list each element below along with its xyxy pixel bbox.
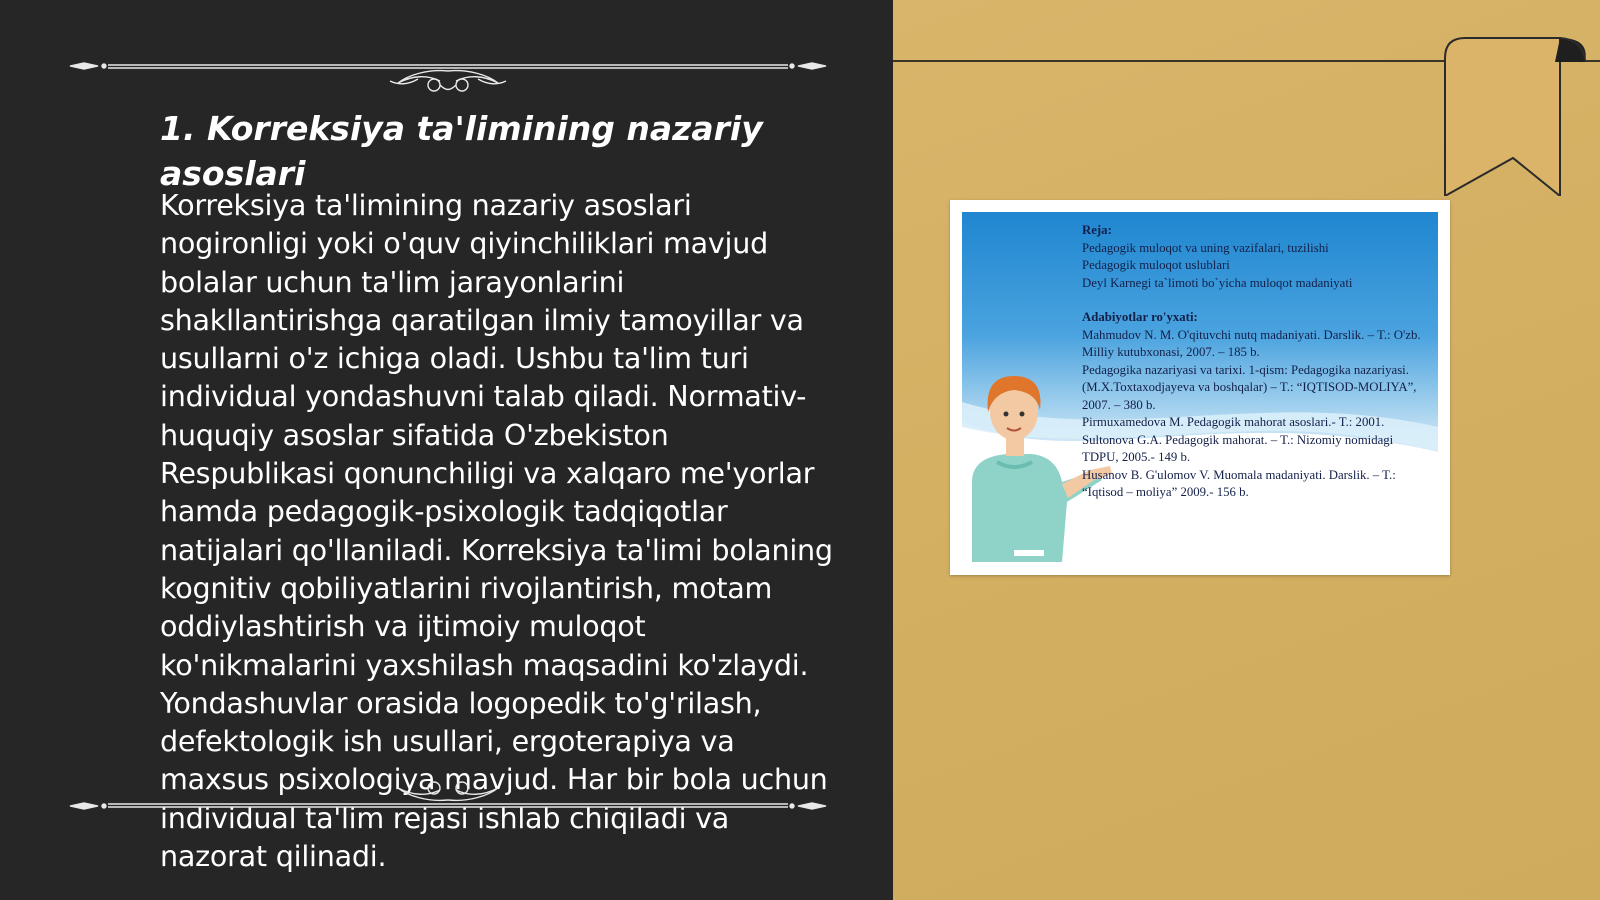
ornament-divider-bottom <box>68 780 828 830</box>
reference-item: Mahmudov N. M. O'qituvchi nutq madaniyati. Darslik. – T.: O'zb. Milliy kutubxonasi, 2007. – 185 b. <box>1082 327 1421 359</box>
slide-body-text: Korreksiya ta'limining nazariy asoslari nogironligi yoki o'quv qiyinchiliklari mavjud bolalar uchun ta'lim jarayonlarini shakllantirishga qaratilgan ilmiy tamoyillar va usullarni o'z ichiga oladi. Ushbu ta'lim turi individual yondashuvni talab qiladi. Normativ-huquqiy asoslar sifatida O'zbekiston Respublikasi qonunchiligi va xalqaro me'yorlar hamda pedagogik-psixologik tadqiqotlar natijalari qo'llaniladi. Korreksiya ta'limi bolaning kognitiv qobiliyatlarini rivojlantirish, motam oddiylashtirish va ijtimoiy muloqot ko'nikmalarini yaxshilash maqsadini ko'zlaydi. Yondashuvlar orasida logopedik to'g'rilash, defektologik ish usullari, ergoterapiya va maxsus psixologiya mavjud. Har bir bola uchun individual ta'lim rejasi ishlab chiqiladi va nazorat qilinadi. <box>160 188 833 874</box>
ornament-divider-top <box>68 45 828 95</box>
bookmark-ribbon-icon <box>1435 36 1600 196</box>
plan-item: Pedagogik muloqot uslublari <box>1082 258 1230 272</box>
plan-heading: Reja: <box>1082 223 1112 237</box>
reference-item: Pirmuxamedova M. Pedagogik mahorat asoslari.- T.: 2001. <box>1082 415 1385 429</box>
plan-item: Pedagogik muloqot va uning vazifalari, tuzilishi <box>1082 240 1329 255</box>
slide-title: 1. Korreksiya ta'limining nazariy asoslari <box>160 109 763 193</box>
embedded-slide-image <box>950 200 1450 575</box>
embedded-slide-text <box>1082 222 1432 502</box>
plan-item: Deyl Karnegi ta`limoti bo`yicha muloqot madaniyati <box>1082 275 1353 290</box>
reference-item: Husanov B. G'ulomov V. Muomala madaniyati. Darslik. – T.: “Iqtisod – moliya” 2009.- 156 b. <box>1082 467 1396 499</box>
references-heading: Adabiyotlar ro'yxati: <box>1082 310 1198 324</box>
reference-item: Sultonova G.A. Pedagogik mahorat. – T.: Nizomiy nomidagi TDPU, 2005.- 149 b. <box>1082 432 1394 464</box>
reference-item: Pedagogika nazariyasi va tarixi. 1-qism: Pedagogika nazariyasi. (M.X.Toxtaxodjayeva va boshqalar) – T.: “IQTISOD-MOLIYA”, 2007. – 380 b. <box>1082 362 1417 412</box>
